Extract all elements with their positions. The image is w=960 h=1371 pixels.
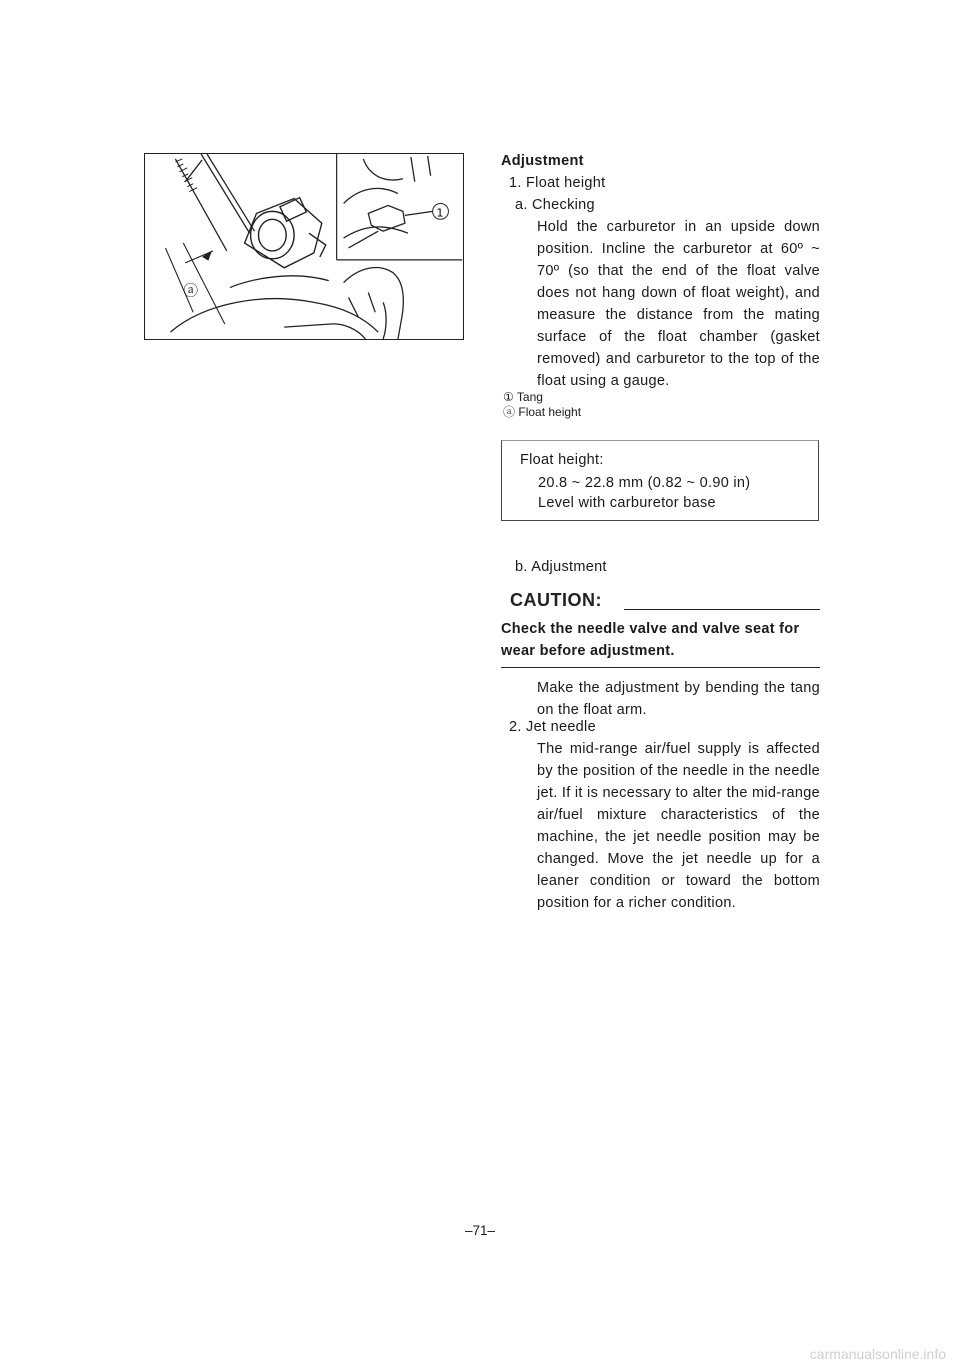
legend-label: Tang <box>516 390 543 404</box>
item1-sub-a: a. Checking <box>515 197 595 213</box>
caution-rule-bottom <box>501 667 820 668</box>
item2-paragraph: The mid-range air/fuel supply is affected by the position of the needle in the needle jet. If it is necessary to alter the mid-range air/fuel mixture characteristics of the machine, the jet needle position may be changed. Move the jet needle up for a leaner condition or toward the bottom position for a richer condition. <box>537 741 820 911</box>
caution-text: Check the needle valve and valve seat for wear before adjustment. <box>501 621 800 659</box>
watermark: carmanualsonline.info <box>809 1346 946 1362</box>
legend-mark: ① <box>503 390 514 404</box>
legend-mark: ⓐ <box>503 405 516 419</box>
caution-label: CAUTION: <box>510 590 602 610</box>
legend-item-float-height <box>503 405 803 420</box>
carburetor-float-height-illustration <box>144 153 464 340</box>
item2-title: 2. Jet needle <box>509 719 596 735</box>
item1-sub-b: b. Adjustment <box>515 559 607 575</box>
spec-box <box>501 440 819 521</box>
illustration-drawing <box>145 154 463 339</box>
page-number: –71– <box>464 1223 496 1238</box>
section-heading: Adjustment <box>501 153 584 169</box>
legend-item-tang <box>503 390 803 405</box>
item1-checking-paragraph: Hold the carburetor in an upside down position. Incline the carburetor at 60º ~ 70º (so that the end of the float valve does not hang down of float weight), and measure the distance from the mating surface of the float chamber (gasket removed) and carburetor to the top of the float using a gauge. <box>537 219 820 389</box>
adjustment-paragraph: Make the adjustment by bending the tang on the float arm. <box>537 680 820 718</box>
svg-text:1: 1 <box>436 206 444 220</box>
spec-title: Float height: <box>520 452 604 468</box>
caution-rule-top <box>624 609 820 610</box>
callout-a-label: ⓐ <box>183 282 199 300</box>
spec-value: 20.8 ~ 22.8 mm (0.82 ~ 0.90 in) <box>538 475 751 491</box>
spec-note: Level with carburetor base <box>538 495 716 511</box>
legend-label: Float height <box>518 405 582 419</box>
item1-title: 1. Float height <box>509 175 606 191</box>
figure-legend <box>503 390 803 420</box>
